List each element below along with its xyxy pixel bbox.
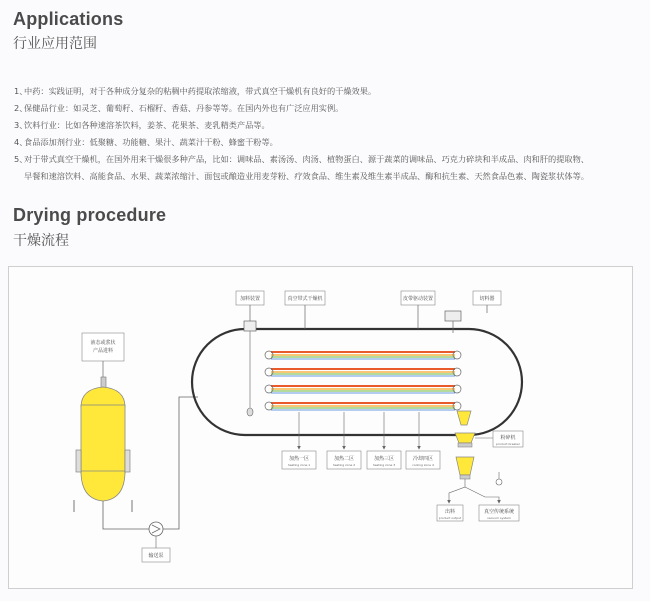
cutter-label: 切料器: [479, 296, 495, 302]
list-item-continuation: 早餐和速溶饮料、高能食品、水果、蔬菜浓缩汁、面包或酿造业用麦芽粉、疗效食品、维生素及维生素半成品、酶和抗生素、天然食品色素、陶瓷浆状体等。: [24, 171, 589, 181]
drying-process-diagram: [9, 267, 632, 588]
svg-text:heating zone 2: heating zone 2: [332, 463, 356, 467]
list-item: 2、保健品行业：如灵芝、葡萄籽、石榴籽、香菇、丹参等等。在国内外也有广泛应用实例。: [14, 103, 344, 113]
feed-pump: [149, 522, 163, 536]
feed-device-unit: [244, 321, 256, 331]
dryer-label: 真空带式干燥机: [287, 296, 323, 302]
list-item: 3、饮料行业：比如各种速溶茶饮料，姜茶、花果茶、麦乳精类产品等。: [14, 120, 270, 130]
tank-label-line1: 液态或浆状: [90, 340, 116, 346]
grinder-label: 粉碎机: [500, 435, 516, 441]
belt-drive-label: 皮带驱动装置: [402, 296, 434, 302]
drying-title-en: Drying procedure: [13, 205, 167, 225]
svg-text:heating zone 3: heating zone 3: [372, 463, 396, 467]
heating-zone-1: [282, 451, 316, 469]
svg-text:vacuum system: vacuum system: [487, 516, 511, 520]
svg-text:heating zone 1: heating zone 1: [287, 463, 311, 467]
grinder: [456, 457, 474, 479]
grinder-label-en: product breaker: [496, 442, 520, 446]
svg-text:真空传统系统: 真空传统系统: [483, 509, 515, 515]
feed-tank: [74, 377, 132, 512]
tank-label-line2: 产品进料: [92, 348, 114, 354]
tank-label-box: [82, 333, 124, 361]
applications-list: [14, 83, 642, 185]
vacuum-system-box: [479, 505, 519, 521]
svg-text:product output: product output: [438, 516, 462, 520]
svg-text:加热二区: 加热二区: [333, 456, 355, 462]
pump-label: 输送泵: [148, 553, 164, 559]
svg-text:cooling zone 4: cooling zone 4: [412, 463, 434, 467]
cutter-motor: [445, 311, 461, 321]
svg-text:加热一区: 加热一区: [288, 456, 310, 462]
drying-title-cn: 干燥流程: [13, 233, 69, 249]
svg-text:冷却四区: 冷却四区: [412, 456, 434, 462]
list-item: 4、食品添加剂行业：低聚糖、功能糖、果汁、蔬菜汁干粉、蜂蜜干粉等。: [14, 137, 278, 147]
list-item: 1、中药：实践证明，对于各种成分复杂的粘稠中药提取浓缩液，带式真空干燥机有良好的干燥效果。: [14, 86, 377, 96]
heating-zone-3: [367, 451, 401, 469]
heating-zone-2: [327, 451, 361, 469]
feed-device-label: 加料装置: [239, 296, 261, 302]
output-box: [437, 505, 463, 521]
drying-belts: [265, 351, 461, 410]
drying-diagram-frame: [8, 266, 633, 589]
svg-text:出料: 出料: [444, 509, 456, 515]
cooling-zone-4: [406, 451, 440, 469]
vacuum-dryer-vessel: [192, 329, 522, 435]
discharge-hopper: [455, 411, 475, 447]
list-item: 5、对于带式真空干燥机，在国外用来干燥很多种产品，比如：调味品、素汤汤、肉汤、植物蛋白、源于蔬菜的调味品、巧克力碎块和半成品、肉和肝的提取物、: [14, 154, 589, 164]
applications-title-en: Applications: [13, 9, 124, 29]
svg-text:加热三区: 加热三区: [373, 456, 395, 462]
applications-title-cn: 行业应用范围: [13, 36, 97, 52]
